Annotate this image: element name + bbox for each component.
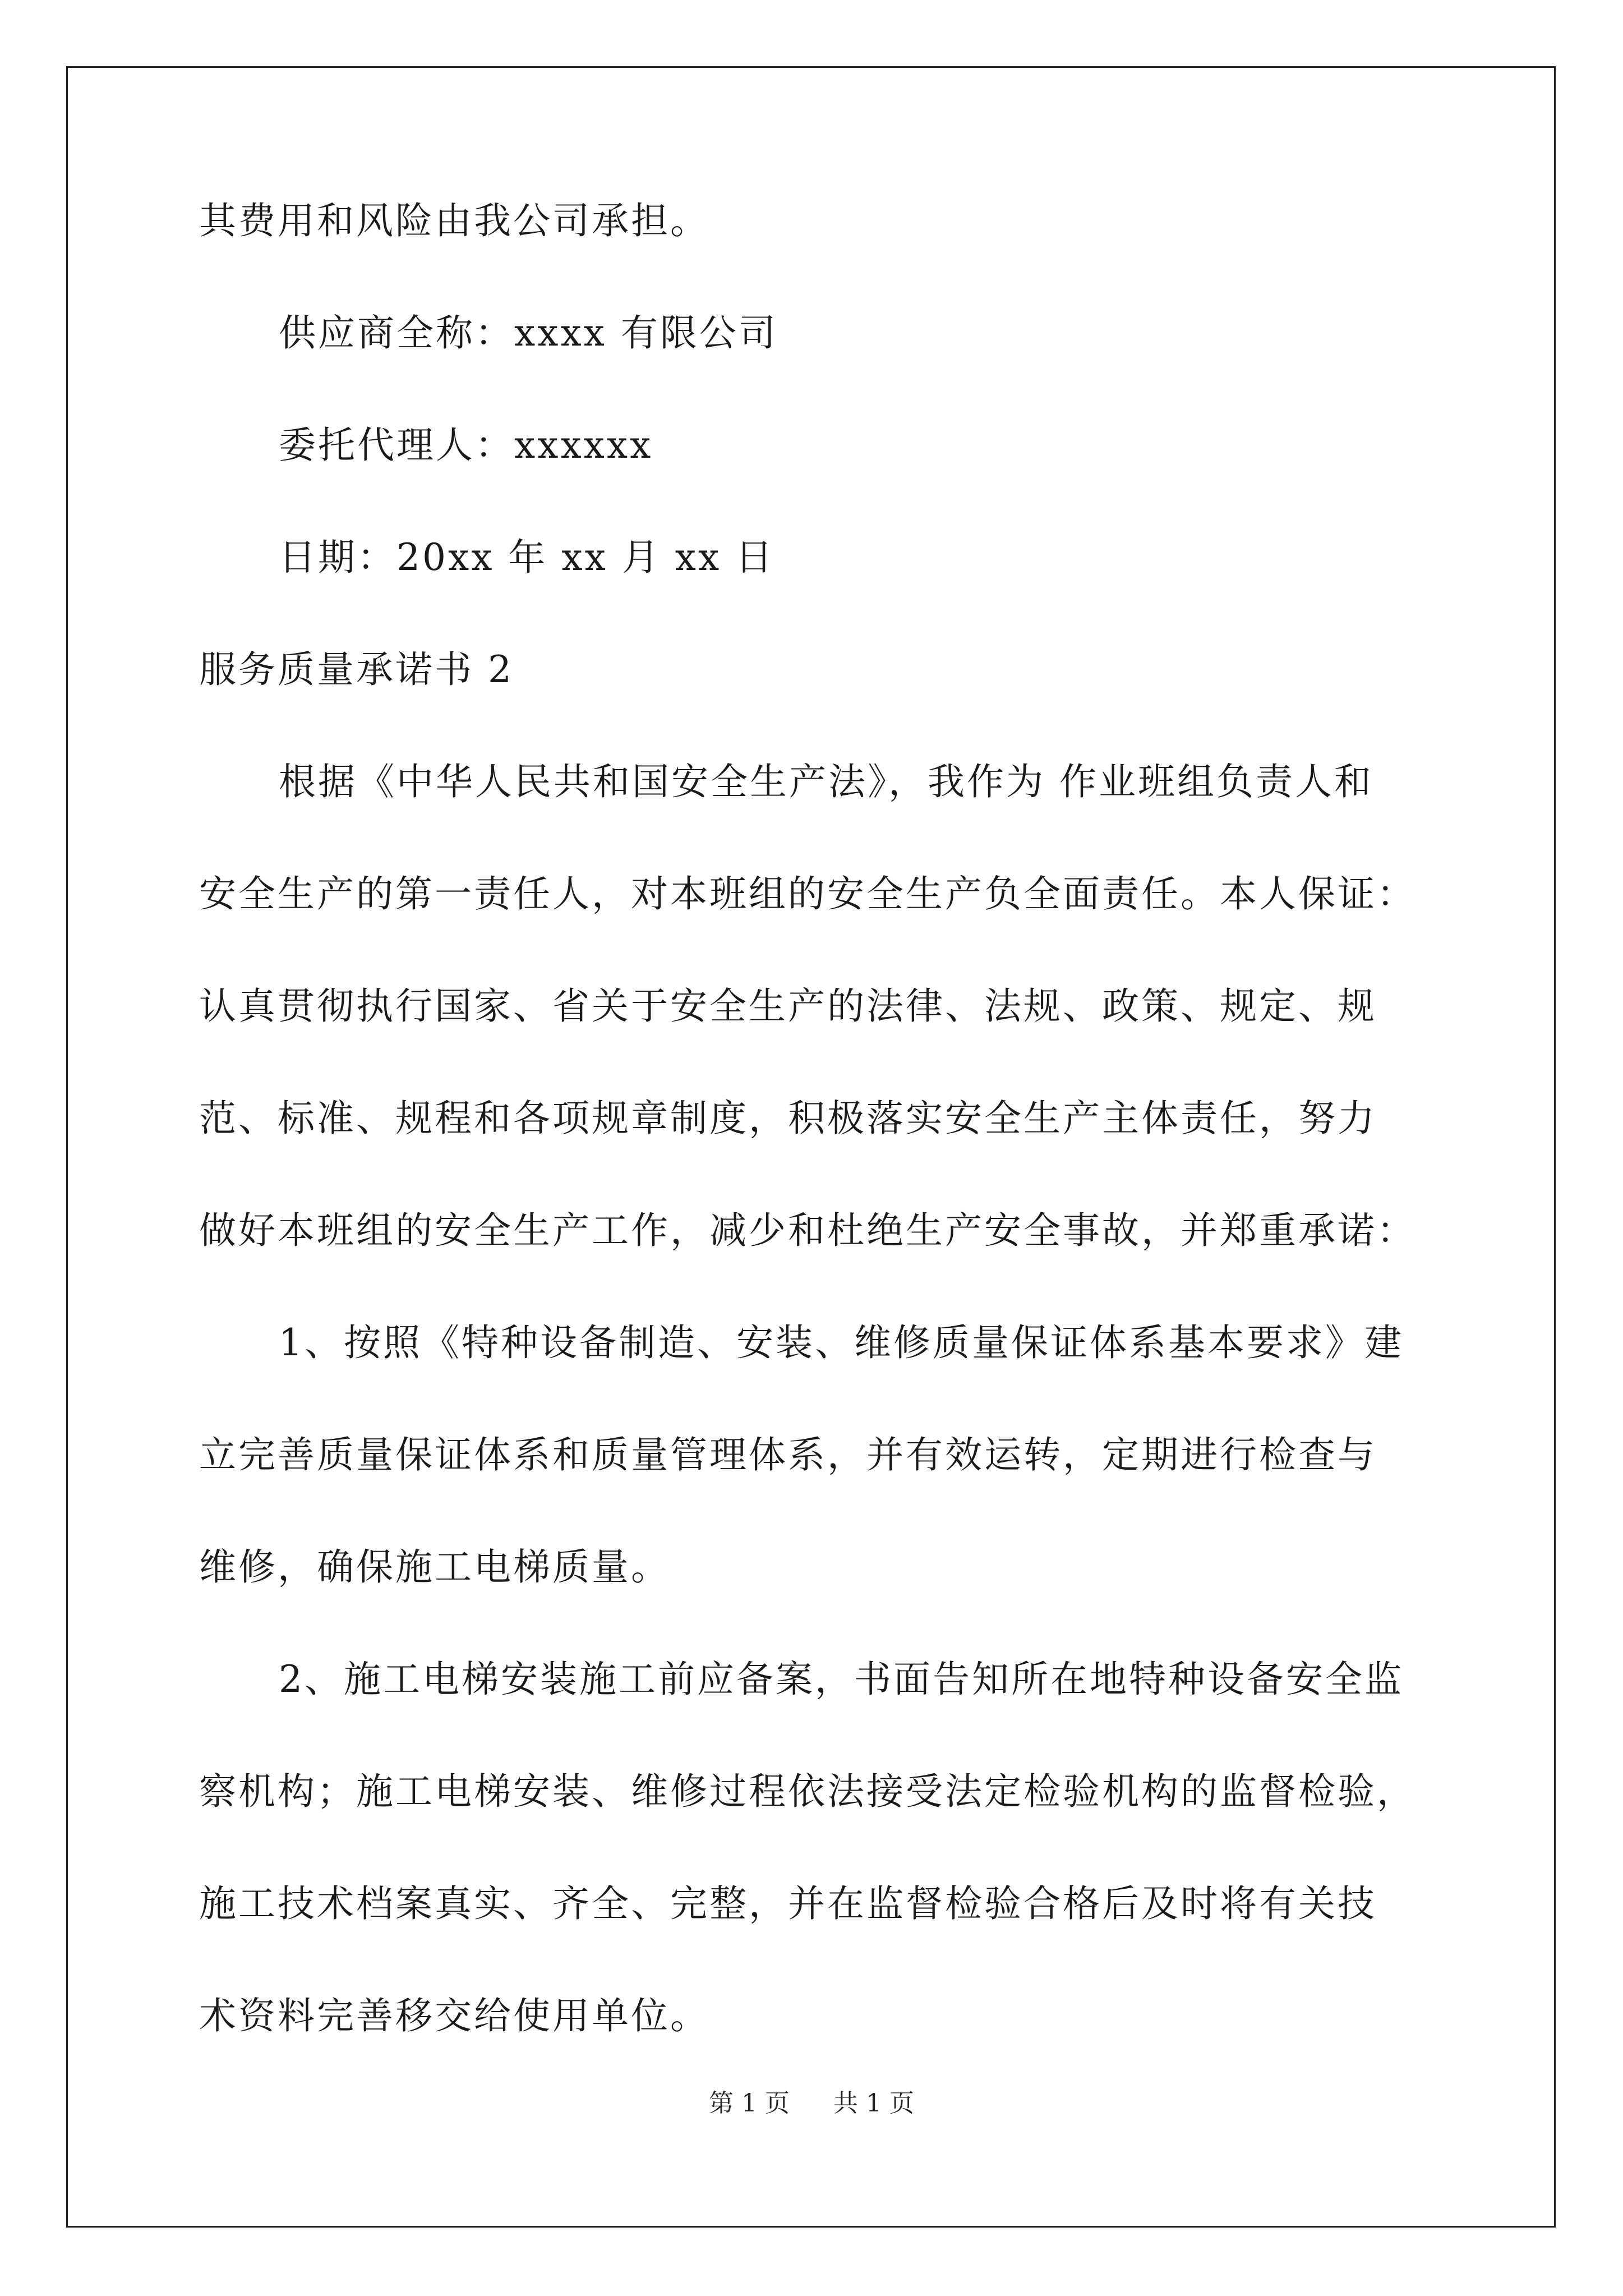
text-line: 根据《中华人民共和国安全生产法》，我作为 作业班组负责人和 [279,760,1373,803]
section-title: 服务质量承诺书 2 [199,648,514,691]
text-line: 立完善质量保证体系和质量管理体系，并有效运转，定期进行检查与 [199,1433,1377,1476]
page-number-current: 第 1 页 [709,2089,790,2118]
document-body [199,194,1433,2101]
text-line: 做好本班组的安全生产工作，减少和杜绝生产安全事故，并郑重承诺： [199,1209,1416,1252]
page-number-total: 共 1 页 [833,2089,914,2118]
text-line: 1、按照《特种设备制造、安装、维修质量保证体系基本要求》建 [279,1321,1404,1364]
text-line: 范、标准、规程和各项规章制度，积极落实安全生产主体责任，努力 [199,1097,1377,1140]
text-line: 施工技术档案真实、齐全、完整，并在监督检验合格后及时将有关技 [199,1882,1377,1925]
text-line: 安全生产的第一责任人，对本班组的安全生产负全面责任。本人保证： [199,872,1416,915]
text-line: 日期：20xx 年 xx 月 xx 日 [279,536,775,579]
text-line: 认真贯彻执行国家、省关于安全生产的法律、法规、政策、规定、规 [199,984,1377,1028]
text-line: 术资料完善移交给使用单位。 [199,1994,709,2037]
text-line: 其费用和风险由我公司承担。 [199,199,709,242]
text-line: 供应商全称：xxxx 有限公司 [279,311,778,355]
text-line: 2、施工电梯安装施工前应备案，书面告知所在地特种设备安全监 [279,1658,1404,1701]
text-line: 委托代理人：xxxxxx [279,424,653,467]
page-footer [0,2087,1623,2120]
text-line: 维修，确保施工电梯质量。 [199,1545,670,1589]
text-line: 察机构；施工电梯安装、维修过程依法接受法定检验机构的监督检验， [199,1770,1416,1813]
